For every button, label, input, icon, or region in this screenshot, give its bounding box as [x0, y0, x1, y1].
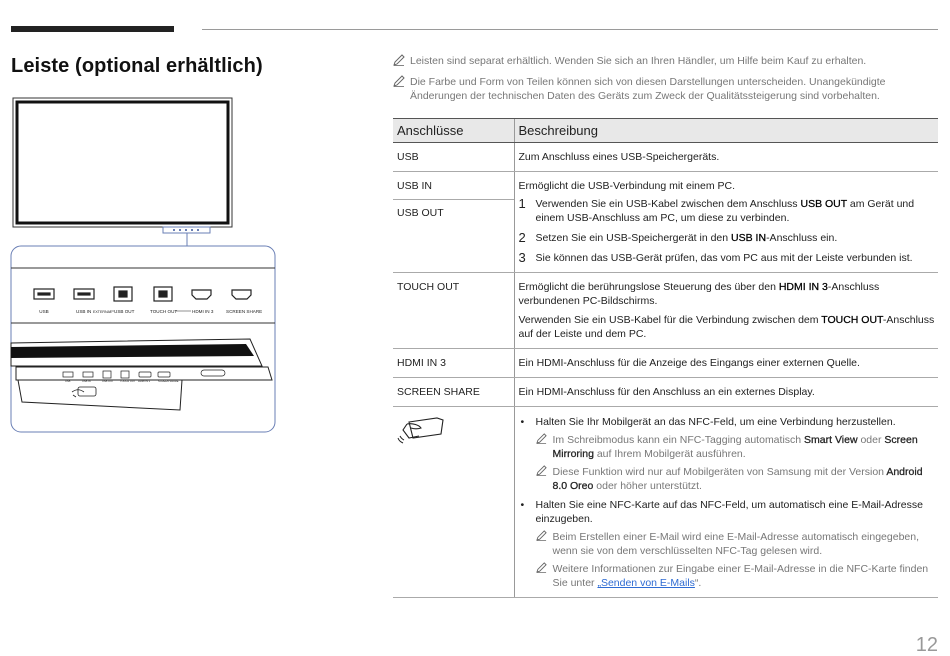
svg-text:SCREEN SHARE: SCREEN SHARE	[226, 309, 263, 314]
description-text: Ermöglicht die berührungslose Steuerung des über den HDMI IN 3-Anschluss verbundenen PC-Bildschirms.	[518, 281, 880, 307]
table-row	[393, 407, 938, 598]
svg-text:USB: USB	[65, 380, 71, 383]
port-description: Zum Anschluss eines USB-Speichergeräts.	[514, 143, 938, 172]
port-name: TOUCH OUT	[393, 273, 514, 349]
sub-note: Weitere Informationen zur Eingabe einer E-Mail-Adresse in die NFC-Karte finden Sie unter „Senden von E-Mails“.	[536, 562, 936, 590]
svg-text:HDMI IN 3: HDMI IN 3	[192, 309, 214, 314]
svg-text:HDMI IN 3: HDMI IN 3	[138, 380, 151, 383]
port-description: Ein HDMI-Anschluss für den Anschluss an ein externes Display.	[514, 378, 938, 407]
sub-note: Im Schreibmodus kann ein NFC-Tagging automatisch Smart View oder Screen Mirroring auf Ihrem Mobilgerät ausführen.	[536, 433, 936, 461]
note-text: Leisten sind separat erhältlich. Wenden Sie sich an Ihren Händler, um Hilfe beim Kauf zu erhalten.	[410, 55, 867, 67]
table-row	[393, 143, 938, 172]
send-email-link[interactable]: „Senden von E-Mails	[597, 577, 695, 589]
note-item	[393, 54, 938, 70]
port-description	[514, 172, 938, 273]
svg-text:TOUCH OUT: TOUCH OUT	[120, 380, 136, 383]
pencil-note-icon	[536, 530, 553, 558]
table-row	[393, 378, 938, 407]
svg-text:SCREEN SHARE: SCREEN SHARE	[158, 380, 179, 383]
port-name: SCREEN SHARE	[393, 378, 514, 407]
port-description	[514, 407, 938, 598]
svg-text:USB IN: USB IN	[82, 380, 91, 383]
bullet-icon: •	[520, 499, 525, 511]
soundbar-illustration	[10, 96, 278, 434]
port-name: USB IN	[393, 172, 514, 200]
svg-text:USB IN: USB IN	[76, 309, 92, 314]
step-number: 3	[518, 250, 526, 265]
note-text: Die Farbe und Form von Teilen können sich von diesen Darstellungen unterscheiden. Unangekündigte Änderungen der technischen Daten des Geräts zum Zweck der Qualitätssteigerung sind vorbehalten.	[410, 76, 886, 102]
nfc-cell	[393, 407, 514, 598]
step-item	[519, 251, 936, 265]
bullet-item: • Halten Sie eine NFC-Karte auf das NFC-Feld, um automatisch eine E-Mail-Adresse einzugeben.	[520, 499, 923, 525]
step-text: Sie können das USB-Gerät prüfen, das vom PC aus mit der Leiste verbunden ist.	[535, 252, 913, 264]
table-row	[393, 349, 938, 378]
pencil-note-icon	[393, 75, 410, 103]
port-description: Ein HDMI-Anschluss für die Anzeige des Eingangs einer externen Quelle.	[514, 349, 938, 378]
table-row	[393, 172, 938, 273]
bullet-item: • Halten Sie Ihr Mobilgerät an das NFC-Feld, um eine Verbindung herzustellen.	[520, 416, 896, 428]
step-number: 2	[518, 230, 526, 245]
port-name-group	[393, 172, 514, 273]
table-header-row	[393, 119, 938, 143]
step-item	[519, 197, 936, 225]
pencil-note-icon	[536, 465, 553, 493]
port-name: HDMI IN 3	[393, 349, 514, 378]
svg-text:USB: USB	[39, 309, 49, 314]
port-name: USB OUT	[397, 207, 444, 219]
description-text: Verwenden Sie ein USB-Kabel für die Verbindung zwischen dem TOUCH OUT-Anschluss auf der Leiste und dem PC.	[518, 314, 935, 340]
column-header-description: Beschreibung	[514, 119, 938, 143]
page-number: 12	[915, 634, 938, 656]
step-number: 1	[518, 196, 526, 211]
sub-note: Beim Erstellen einer E-Mail wird eine E-Mail-Adresse automatisch eingegeben, wenn sie von dem verschlüsselten NFC-Tag gelesen wird.	[536, 530, 936, 558]
svg-text:TOUCH OUT: TOUCH OUT	[150, 309, 178, 314]
port-description	[514, 273, 938, 349]
notes-block	[393, 54, 938, 108]
svg-text:EXTERNAL: EXTERNAL	[93, 310, 112, 314]
table-row	[393, 273, 938, 349]
header-accent-bar	[11, 26, 174, 32]
header-rule	[202, 29, 938, 30]
port-name: USB	[393, 143, 514, 172]
pencil-note-icon	[393, 54, 410, 70]
step-item	[519, 231, 936, 245]
description-text: Ermöglicht die USB-Verbindung mit einem PC.	[518, 180, 736, 192]
step-text: Setzen Sie ein USB-Speichergerät in den USB IN-Anschluss ein.	[535, 232, 838, 244]
page-title: Leiste (optional erhältlich)	[11, 55, 263, 77]
column-header-ports: Anschlüsse	[393, 119, 514, 143]
connections-table	[393, 118, 938, 598]
svg-text:USB OUT: USB OUT	[114, 309, 135, 314]
sub-note: Diese Funktion wird nur auf Mobilgeräten von Samsung mit der Version Android 8.0 Oreo oder höher unterstützt.	[536, 465, 936, 493]
note-item	[393, 75, 938, 103]
svg-text:USB OUT: USB OUT	[102, 380, 114, 383]
nfc-tag-icon	[397, 435, 445, 447]
bullet-icon: •	[520, 416, 525, 428]
pencil-note-icon	[536, 562, 553, 590]
step-text: Verwenden Sie ein USB-Kabel zwischen dem Anschluss USB OUT am Gerät und einem USB-Anschluss am PC, um diese zu verbinden.	[535, 198, 915, 224]
pencil-note-icon	[536, 433, 553, 461]
